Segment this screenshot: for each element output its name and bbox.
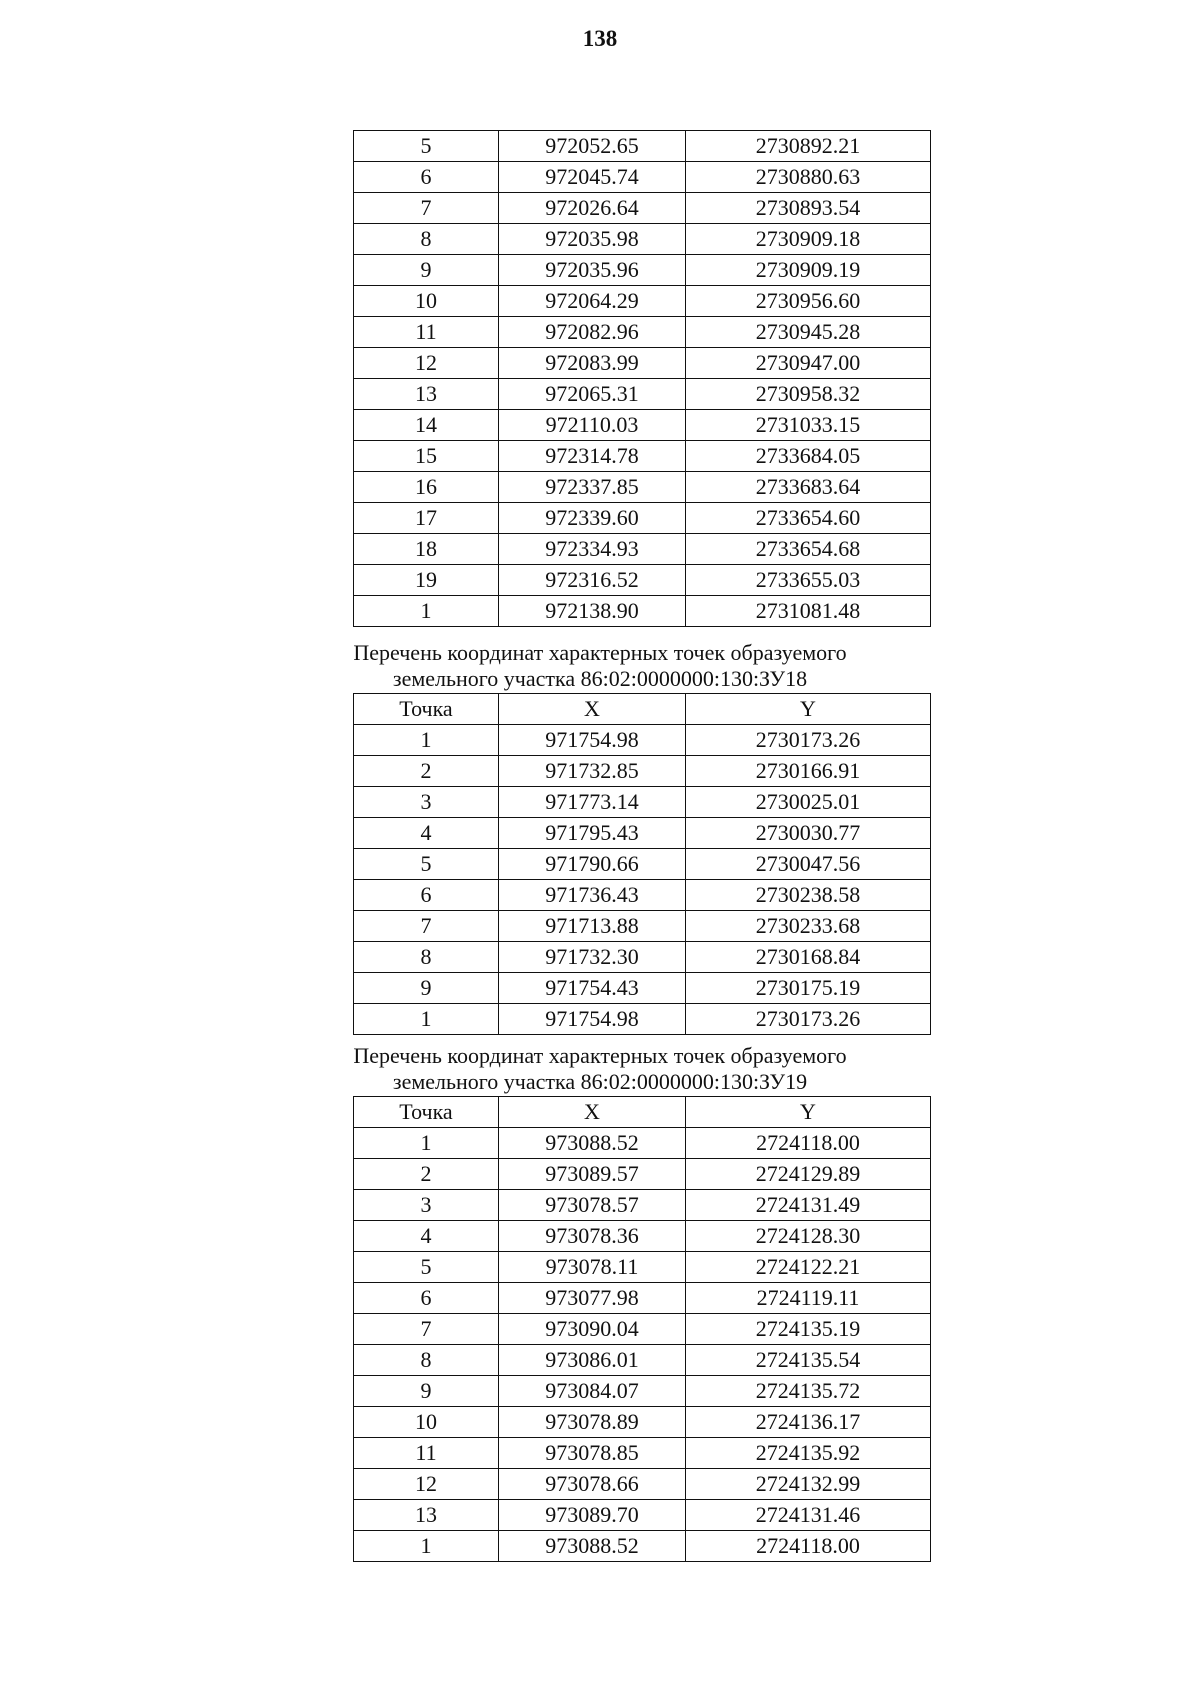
cell-x: 972065.31: [499, 379, 686, 410]
cell-y: 2724118.00: [686, 1128, 931, 1159]
table-row: [354, 410, 931, 441]
cell-x: 971790.66: [499, 849, 686, 880]
cell-x: 972064.29: [499, 286, 686, 317]
caption-zu19: [300, 1043, 900, 1095]
table-body: [354, 725, 931, 1035]
cell-x: 971754.98: [499, 1004, 686, 1035]
cell-x: 973086.01: [499, 1345, 686, 1376]
cell-point: 5: [354, 849, 499, 880]
table-row: [354, 1221, 931, 1252]
cell-y: 2730909.18: [686, 224, 931, 255]
cell-y: 2730893.54: [686, 193, 931, 224]
cell-y: 2730025.01: [686, 787, 931, 818]
cell-y: 2724128.30: [686, 1221, 931, 1252]
cell-x: 973078.66: [499, 1469, 686, 1500]
page-number: 138: [582, 26, 618, 51]
cell-point: 8: [354, 1345, 499, 1376]
cell-y: 2733684.05: [686, 441, 931, 472]
column-header-y: Y: [686, 694, 931, 725]
cell-y: 2733654.68: [686, 534, 931, 565]
cell-point: 17: [354, 503, 499, 534]
cell-y: 2730175.19: [686, 973, 931, 1004]
cell-y: 2724136.17: [686, 1407, 931, 1438]
cell-x: 973077.98: [499, 1283, 686, 1314]
table-row: [354, 1004, 931, 1035]
table-body: [354, 1128, 931, 1562]
cell-y: 2724131.46: [686, 1500, 931, 1531]
table-row: [354, 224, 931, 255]
cell-x: 972035.98: [499, 224, 686, 255]
caption-line: земельного участка 86:02:0000000:130:ЗУ18: [392, 666, 808, 691]
cell-point: 3: [354, 1190, 499, 1221]
table-row: [354, 193, 931, 224]
cell-point: 15: [354, 441, 499, 472]
column-header-x: X: [499, 694, 686, 725]
table-row: [354, 818, 931, 849]
table-row: [354, 472, 931, 503]
cell-x: 971732.85: [499, 756, 686, 787]
cell-point: 4: [354, 818, 499, 849]
cell-x: 973089.57: [499, 1159, 686, 1190]
cell-point: 8: [354, 942, 499, 973]
cell-x: 973078.85: [499, 1438, 686, 1469]
caption-line: Перечень координат характерных точек образуемого: [353, 1043, 847, 1068]
cell-x: 972334.93: [499, 534, 686, 565]
caption-line: земельного участка 86:02:0000000:130:ЗУ19: [392, 1069, 808, 1094]
cell-x: 972035.96: [499, 255, 686, 286]
cell-y: 2733655.03: [686, 565, 931, 596]
cell-y: 2730238.58: [686, 880, 931, 911]
cell-x: 972026.64: [499, 193, 686, 224]
cell-point: 10: [354, 1407, 499, 1438]
cell-point: 12: [354, 1469, 499, 1500]
cell-x: 972337.85: [499, 472, 686, 503]
table-row: [354, 1159, 931, 1190]
cell-point: 6: [354, 1283, 499, 1314]
cell-y: 2724129.89: [686, 1159, 931, 1190]
cell-x: 973078.36: [499, 1221, 686, 1252]
table-row: [354, 1128, 931, 1159]
cell-x: 973078.11: [499, 1252, 686, 1283]
table-row: [354, 1500, 931, 1531]
cell-point: 9: [354, 973, 499, 1004]
cell-y: 2724132.99: [686, 1469, 931, 1500]
cell-point: 11: [354, 1438, 499, 1469]
table-header-row: [354, 694, 931, 725]
cell-point: 1: [354, 596, 499, 627]
table-row: [354, 379, 931, 410]
cell-point: 13: [354, 1500, 499, 1531]
table-header-row: [354, 1097, 931, 1128]
cell-x: 972314.78: [499, 441, 686, 472]
cell-point: 1: [354, 1128, 499, 1159]
cell-point: 7: [354, 1314, 499, 1345]
cell-y: 2730945.28: [686, 317, 931, 348]
cell-point: 2: [354, 756, 499, 787]
table-row: [354, 880, 931, 911]
cell-point: 1: [354, 1531, 499, 1562]
table-row: [354, 1438, 931, 1469]
table-row: [354, 1407, 931, 1438]
coordinates-table-zu19: [353, 1096, 931, 1562]
cell-point: 11: [354, 317, 499, 348]
cell-y: 2730168.84: [686, 942, 931, 973]
cell-x: 972082.96: [499, 317, 686, 348]
table-row: [354, 725, 931, 756]
table-row: [354, 911, 931, 942]
cell-x: 972052.65: [499, 131, 686, 162]
cell-point: 5: [354, 131, 499, 162]
column-header-y: Y: [686, 1097, 931, 1128]
cell-point: 3: [354, 787, 499, 818]
cell-y: 2731033.15: [686, 410, 931, 441]
cell-point: 6: [354, 162, 499, 193]
cell-y: 2733654.60: [686, 503, 931, 534]
cell-x: 971754.43: [499, 973, 686, 1004]
cell-x: 973078.57: [499, 1190, 686, 1221]
cell-point: 4: [354, 1221, 499, 1252]
cell-x: 973090.04: [499, 1314, 686, 1345]
cell-point: 7: [354, 911, 499, 942]
table-row: [354, 1252, 931, 1283]
cell-x: 972083.99: [499, 348, 686, 379]
cell-y: 2733683.64: [686, 472, 931, 503]
table-row: [354, 596, 931, 627]
cell-y: 2730880.63: [686, 162, 931, 193]
table-row: [354, 1531, 931, 1562]
table-row: [354, 348, 931, 379]
table-row: [354, 849, 931, 880]
cell-point: 1: [354, 1004, 499, 1035]
table-row: [354, 255, 931, 286]
table-row: [354, 1314, 931, 1345]
table-row: [354, 1190, 931, 1221]
coordinates-table-zu18: [353, 693, 931, 1035]
cell-y: 2724135.72: [686, 1376, 931, 1407]
table-row: [354, 503, 931, 534]
cell-y: 2724119.11: [686, 1283, 931, 1314]
column-header-point: Точка: [354, 1097, 499, 1128]
cell-point: 8: [354, 224, 499, 255]
cell-x: 972110.03: [499, 410, 686, 441]
cell-x: 971732.30: [499, 942, 686, 973]
cell-x: 973088.52: [499, 1128, 686, 1159]
table-row: [354, 317, 931, 348]
caption-line: Перечень координат характерных точек образуемого: [353, 640, 847, 665]
column-header-point: Точка: [354, 694, 499, 725]
cell-y: 2724118.00: [686, 1531, 931, 1562]
table-row: [354, 565, 931, 596]
cell-y: 2730173.26: [686, 1004, 931, 1035]
table-row: [354, 1345, 931, 1376]
cell-y: 2730233.68: [686, 911, 931, 942]
cell-point: 7: [354, 193, 499, 224]
table-row: [354, 756, 931, 787]
cell-y: 2730166.91: [686, 756, 931, 787]
table-row: [354, 942, 931, 973]
cell-point: 1: [354, 725, 499, 756]
cell-point: 6: [354, 880, 499, 911]
cell-y: 2730173.26: [686, 725, 931, 756]
table-row: [354, 286, 931, 317]
cell-x: 972045.74: [499, 162, 686, 193]
table-row: [354, 1283, 931, 1314]
cell-point: 16: [354, 472, 499, 503]
cell-point: 19: [354, 565, 499, 596]
cell-point: 9: [354, 255, 499, 286]
table-row: [354, 131, 931, 162]
cell-point: 14: [354, 410, 499, 441]
cell-point: 2: [354, 1159, 499, 1190]
cell-y: 2724135.92: [686, 1438, 931, 1469]
cell-point: 5: [354, 1252, 499, 1283]
cell-x: 973089.70: [499, 1500, 686, 1531]
cell-point: 10: [354, 286, 499, 317]
cell-y: 2730958.32: [686, 379, 931, 410]
cell-y: 2724135.19: [686, 1314, 931, 1345]
cell-point: 13: [354, 379, 499, 410]
table-row: [354, 973, 931, 1004]
cell-x: 973084.07: [499, 1376, 686, 1407]
cell-y: 2730947.00: [686, 348, 931, 379]
cell-x: 972339.60: [499, 503, 686, 534]
coordinates-table-continued: [353, 130, 931, 627]
cell-x: 971713.88: [499, 911, 686, 942]
caption-zu18: [300, 640, 900, 692]
table-row: [354, 534, 931, 565]
table-body: [354, 131, 931, 627]
cell-x: 971754.98: [499, 725, 686, 756]
cell-y: 2731081.48: [686, 596, 931, 627]
table-row: [354, 1376, 931, 1407]
cell-point: 12: [354, 348, 499, 379]
cell-y: 2730047.56: [686, 849, 931, 880]
cell-x: 973088.52: [499, 1531, 686, 1562]
cell-y: 2724131.49: [686, 1190, 931, 1221]
cell-y: 2730909.19: [686, 255, 931, 286]
cell-x: 973078.89: [499, 1407, 686, 1438]
table-row: [354, 441, 931, 472]
cell-x: 972316.52: [499, 565, 686, 596]
cell-x: 971773.14: [499, 787, 686, 818]
table-row: [354, 787, 931, 818]
table-row: [354, 162, 931, 193]
cell-x: 972138.90: [499, 596, 686, 627]
cell-y: 2730956.60: [686, 286, 931, 317]
table-row: [354, 1469, 931, 1500]
cell-y: 2730030.77: [686, 818, 931, 849]
cell-y: 2730892.21: [686, 131, 931, 162]
cell-x: 971736.43: [499, 880, 686, 911]
cell-y: 2724122.21: [686, 1252, 931, 1283]
cell-point: 9: [354, 1376, 499, 1407]
cell-x: 971795.43: [499, 818, 686, 849]
cell-y: 2724135.54: [686, 1345, 931, 1376]
cell-point: 18: [354, 534, 499, 565]
column-header-x: X: [499, 1097, 686, 1128]
